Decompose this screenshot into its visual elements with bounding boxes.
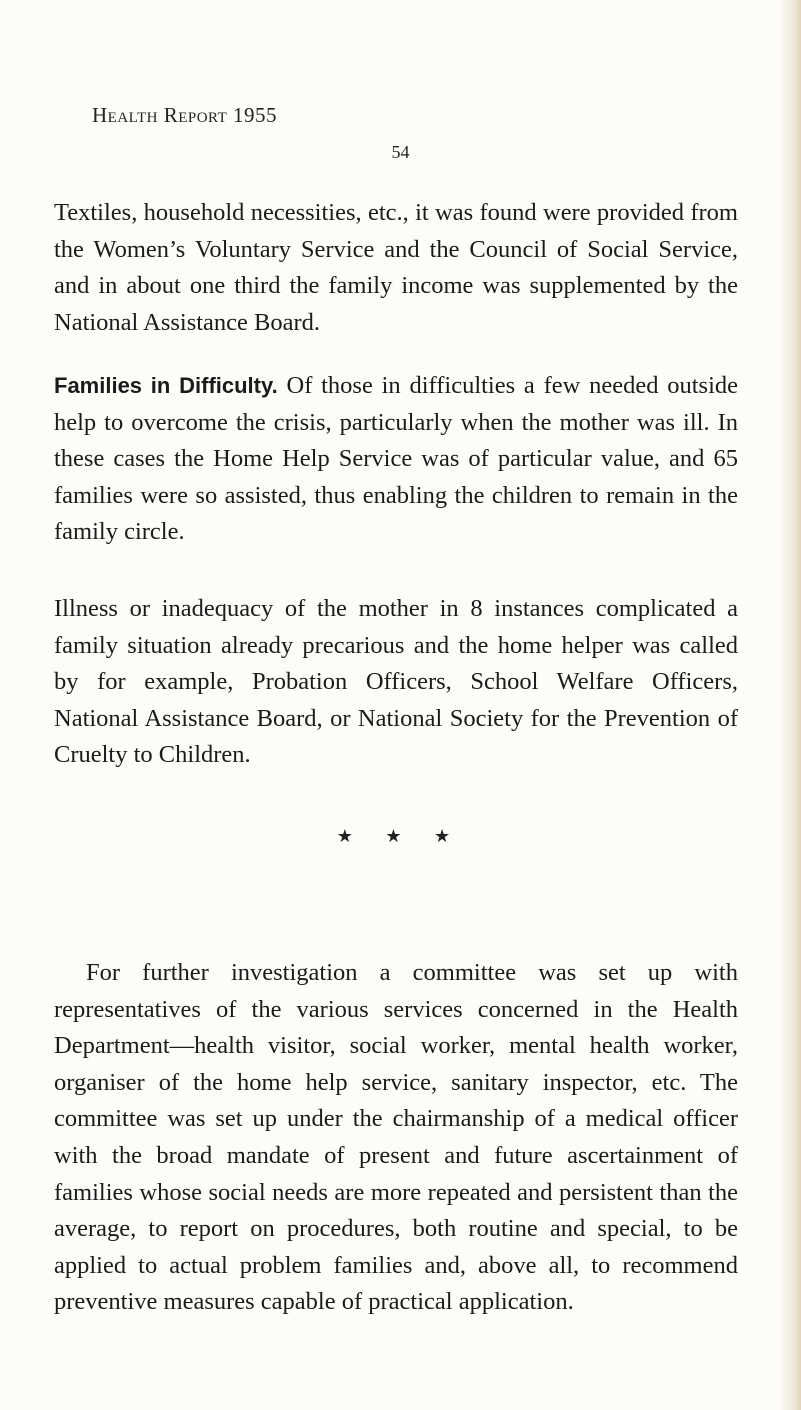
- paragraph-1: Textiles, household necessities, etc., it was found were provided from the Women’s Voluntary Service and the Council of Social Service, and in about one third the family income was supplemented by the National Assistance Board.: [54, 199, 738, 336]
- paragraph-4: For further investigation a committee was set up with representatives of the various services concerned in the Health Department—health visitor, social worker, mental health worker, organiser of the home help service, sanitary inspector, etc. The committee was set up under the chairmanship of a medical officer with the broad mandate of present and future ascertainment of families whose social needs are more repeated and persistent than the average, to report on procedures, both routine and special, to be applied to actual problem families and, above all, to recommend preventive measures capable of practical application.: [54, 959, 738, 1316]
- paragraph-2: [54, 368, 738, 551]
- paragraph-2-body: Of those in difficulties a few needed outside help to overcome the crisis, particularly when the mother was ill. In these cases the Home Help Service was of particular value, and 65 families were so assisted, thus enabling the children to remain in the family circle.: [54, 372, 738, 545]
- paragraph-3: Illness or inadequacy of the mother in 8 instances complicated a family situation already precarious and the home helper was called by for example, Probation Officers, School Welfare Officers, National Assistance Board, or National Society for the Prevention of Cruelty to Children.: [54, 595, 738, 768]
- page-number: 54: [391, 142, 410, 162]
- section-divider-stars: ★ ★ ★: [336, 826, 465, 846]
- running-head: Health Report 1955: [92, 103, 278, 127]
- page-edge-shadow: [779, 0, 801, 1410]
- section-heading: Families in Difficulty.: [54, 373, 278, 398]
